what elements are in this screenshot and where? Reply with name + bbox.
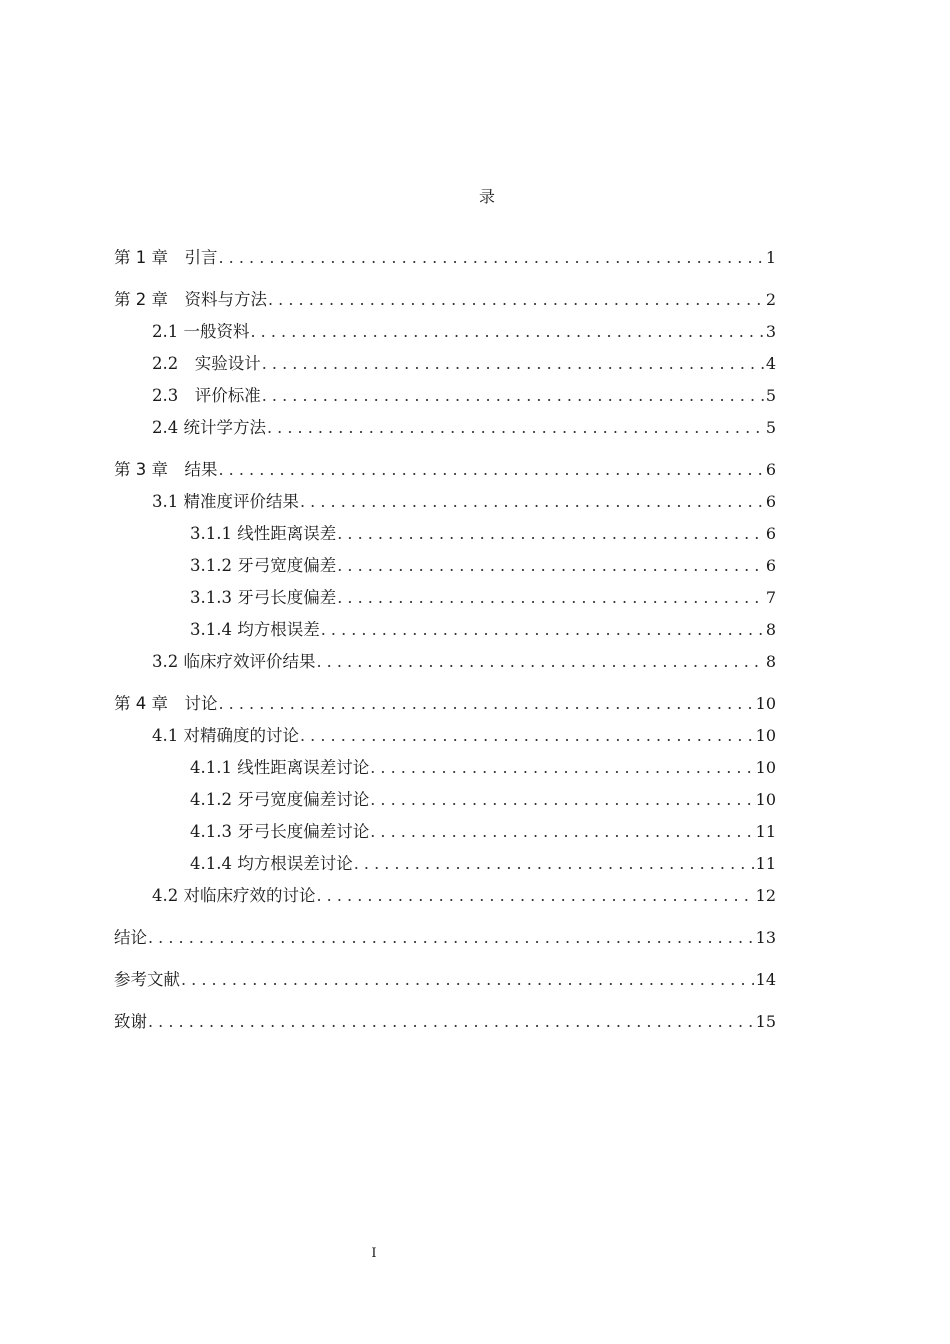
toc-leader-dots (337, 520, 764, 548)
toc-entry-label: 第 1 章 引言 (114, 248, 218, 267)
toc-entry-page: 3 (765, 322, 776, 341)
toc-entry-page: 12 (755, 886, 776, 905)
table-of-contents (114, 244, 776, 1040)
toc-leader-dots (219, 244, 764, 272)
toc-entry-page: 10 (755, 726, 776, 745)
toc-entry-page: 8 (765, 652, 776, 671)
toc-entry-label: 第 4 章 讨论 (114, 694, 218, 713)
toc-entry-label: 第 2 章 资料与方法 (114, 290, 267, 309)
toc-entry-page: 7 (765, 588, 776, 607)
toc-entry-label: 2.4 统计学方法 (152, 418, 266, 437)
toc-leader-dots (370, 754, 753, 782)
toc-leader-dots (321, 616, 764, 644)
toc-entry[interactable] (114, 552, 776, 584)
toc-entry[interactable] (114, 350, 776, 382)
toc-entry-page: 5 (765, 418, 776, 437)
toc-leader-dots (251, 318, 764, 346)
toc-entry[interactable] (114, 286, 776, 318)
toc-entry-page: 10 (755, 694, 776, 713)
toc-entry-label: 3.1.1 线性距离误差 (190, 524, 337, 543)
toc-entry-page: 2 (765, 290, 776, 309)
toc-leader-dots (267, 414, 764, 442)
toc-entry-label: 3.1.2 牙弓宽度偏差 (190, 556, 337, 575)
toc-entry[interactable] (114, 488, 776, 520)
toc-entry-label: 第 3 章 结果 (114, 460, 218, 479)
toc-entry-label: 2.3 评价标准 (152, 386, 261, 405)
toc-entry-label: 4.2 对临床疗效的讨论 (152, 886, 316, 905)
toc-leader-dots (262, 382, 764, 410)
toc-entry-page: 1 (765, 248, 776, 267)
toc-entry[interactable] (114, 722, 776, 754)
toc-entry-label: 4.1.1 线性距离误差讨论 (190, 758, 370, 777)
toc-entry-label: 2.2 实验设计 (152, 354, 261, 373)
toc-entry[interactable] (114, 616, 776, 648)
toc-entry[interactable] (114, 850, 776, 882)
toc-leader-dots (262, 350, 764, 378)
toc-entry[interactable] (114, 882, 776, 914)
toc-leader-dots (148, 924, 754, 952)
toc-entry-page: 14 (755, 970, 776, 989)
toc-entry-label: 3.1 精准度评价结果 (152, 492, 299, 511)
toc-entry[interactable] (114, 318, 776, 350)
toc-entry[interactable] (114, 966, 776, 998)
toc-entry-page: 4 (765, 354, 776, 373)
toc-leader-dots (219, 690, 754, 718)
toc-entry-label: 4.1.4 均方根误差讨论 (190, 854, 353, 873)
toc-entry-label: 4.1.3 牙弓长度偏差讨论 (190, 822, 370, 841)
toc-entry-page: 6 (765, 460, 776, 479)
toc-entry-label: 3.1.4 均方根误差 (190, 620, 320, 639)
toc-leader-dots (370, 818, 753, 846)
toc-entry[interactable] (114, 924, 776, 956)
toc-entry-page: 6 (765, 492, 776, 511)
toc-entry-label: 4.1 对精确度的讨论 (152, 726, 299, 745)
page-number: I (371, 1246, 377, 1261)
toc-leader-dots (354, 850, 754, 878)
toc-entry-page: 8 (765, 620, 776, 639)
toc-entry-label: 参考文献 (114, 970, 180, 989)
toc-leader-dots (148, 1008, 754, 1036)
toc-entry[interactable] (114, 1008, 776, 1040)
toc-entry[interactable] (114, 786, 776, 818)
toc-entry-page: 11 (755, 822, 776, 841)
toc-entry[interactable] (114, 382, 776, 414)
toc-entry-label: 结论 (114, 928, 147, 947)
toc-entry[interactable] (114, 456, 776, 488)
toc-entry[interactable] (114, 414, 776, 446)
toc-entry-page: 6 (765, 556, 776, 575)
toc-entry-page: 11 (755, 854, 776, 873)
toc-entry[interactable] (114, 690, 776, 722)
toc-entry-page: 6 (765, 524, 776, 543)
toc-entry[interactable] (114, 244, 776, 276)
toc-entry[interactable] (114, 584, 776, 616)
toc-entry-page: 13 (755, 928, 776, 947)
toc-leader-dots (300, 722, 754, 750)
toc-leader-dots (268, 286, 764, 314)
toc-entry-page: 10 (755, 758, 776, 777)
toc-entry[interactable] (114, 520, 776, 552)
toc-entry-page: 5 (765, 386, 776, 405)
toc-leader-dots (317, 648, 764, 676)
toc-entry-label: 致谢 (114, 1012, 147, 1031)
toc-entry-label: 2.1 一般资料 (152, 322, 250, 341)
toc-entry-page: 15 (755, 1012, 776, 1031)
toc-entry[interactable] (114, 754, 776, 786)
toc-title: 录 (478, 187, 495, 206)
toc-leader-dots (317, 882, 754, 910)
toc-leader-dots (337, 584, 764, 612)
toc-entry-label: 3.2 临床疗效评价结果 (152, 652, 316, 671)
toc-leader-dots (370, 786, 753, 814)
toc-entry-page: 10 (755, 790, 776, 809)
toc-leader-dots (181, 966, 754, 994)
toc-entry-label: 3.1.3 牙弓长度偏差 (190, 588, 337, 607)
toc-entry[interactable] (114, 818, 776, 850)
toc-entry[interactable] (114, 648, 776, 680)
toc-entry-label: 4.1.2 牙弓宽度偏差讨论 (190, 790, 370, 809)
toc-leader-dots (337, 552, 764, 580)
toc-leader-dots (300, 488, 764, 516)
toc-leader-dots (219, 456, 764, 484)
